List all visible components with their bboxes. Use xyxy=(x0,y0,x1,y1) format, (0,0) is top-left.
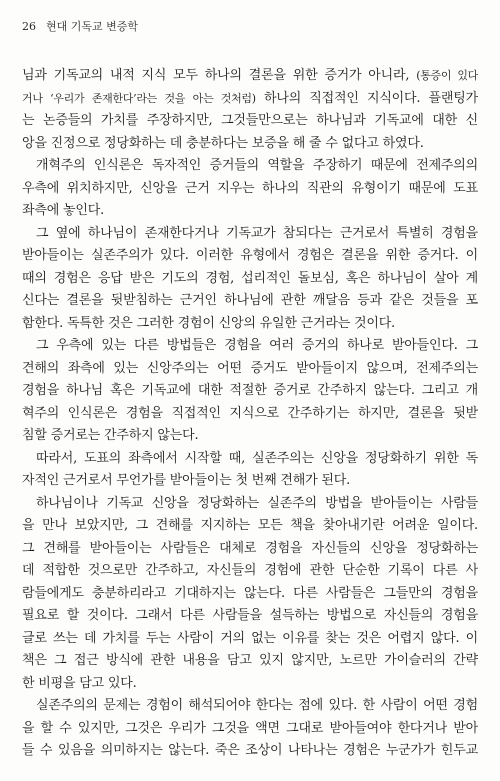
text-line: 경험을 하나님 혹은 기독교에 대한 적절한 증거로 간주하지 않는다. 그리고 개 xyxy=(22,383,478,398)
paragraph xyxy=(22,335,478,448)
paragraph xyxy=(22,155,478,223)
parenthetical-note: (통증이 있다 xyxy=(416,69,478,82)
text-line: 글로 쓰는 데 가치를 두는 사람이 거의 없는 이유를 찾는 것은 어렵지 않다. 이 xyxy=(22,630,478,646)
text-line: 들 수 있음을 의미하지는 않는다. 죽은 조상이 나타나는 경험은 누군가가 힌두교 xyxy=(22,743,478,758)
paragraph xyxy=(22,695,478,763)
text-line: 좌측에 놓인다. xyxy=(22,203,105,218)
text-line xyxy=(22,65,478,88)
text-line: 함한다. 독특한 것은 그러한 경험이 신앙의 유일한 근거라는 것이다. xyxy=(22,315,395,331)
paragraph xyxy=(22,223,478,336)
text-line: 책은 그 접근 방식에 관한 내용을 담고 있지 않지만, 노르만 가이슬러의 간략 xyxy=(22,653,478,668)
text-line: 침할 증거로는 간주하지 않는다. xyxy=(22,428,199,443)
text-line: 실존주의의 문제는 경험이 해석되어야 한다는 점에 있다. 한 사람이 어떤 경험 xyxy=(36,698,478,713)
text-line: 필요로 할 것이다. 그래서 다른 사람들을 설득하는 방법으로 자신들의 경험을 xyxy=(22,608,478,623)
page-number: 26 xyxy=(22,20,36,33)
text-line: 을 만나 보았지만, 그 견해를 지지하는 모든 책을 찾아내기란 어려운 일이다. xyxy=(22,518,478,533)
text-line: 그 우측에 있는 다른 방법들은 경험을 여러 증거의 하나로 받아들인다. 그 xyxy=(36,338,478,353)
text-line: 앙을 진정으로 정당화하는 데 충분하다는 보증을 해 줄 수 없다고 하였다. xyxy=(22,135,424,151)
text-line: 자적인 근거로서 무언가를 받아들이는 첫 번째 견해가 된다. xyxy=(22,473,351,488)
text-line: 을 할 수 있지만, 그것은 우리가 그것을 액면 그대로 받아들여야 한다거나 받아 xyxy=(22,720,478,736)
text-line: 우측에 위치하지만, 신앙을 근거 지우는 하나의 직관의 유형이기 때문에 도표 xyxy=(22,180,478,196)
text-line: 람들에게도 충분하리라고 기대하지는 않는다. 다른 사람들은 그들만의 경험을 xyxy=(22,585,478,601)
text-line: 그 옆에 하나님이 존재한다거나 기독교가 참되다는 근거로서 특별히 경험을 xyxy=(36,225,478,241)
text-segment: 님과 기독교의 내적 지식 모두 하나의 결론을 위한 증거가 아니라, xyxy=(22,68,417,83)
parenthetical-note: 거나 ‘우리가 존재한다’라는 것을 아는 것처럼) xyxy=(22,91,256,105)
text-line: 때의 경험은 응답 받은 기도의 경험, 섭리적인 돌보심, 혹은 하나님이 살아 계 xyxy=(22,270,478,286)
paragraph xyxy=(22,493,478,696)
text-line xyxy=(22,88,478,111)
paragraph xyxy=(22,65,478,155)
text-line: 는 논증들의 가치를 주장하지만, 그것들만으로는 하나님과 기독교에 대한 신 xyxy=(22,113,478,128)
text-segment: 하나의 직접적인 지식이다. 플랜팅가 xyxy=(255,90,478,106)
text-line: 개혁주의 인식론은 독자적인 증거들의 역할을 주장하기 때문에 전제주의의 xyxy=(36,158,478,173)
text-line: 받아들이는 실존주의가 있다. 이러한 유형에서 경험은 결론을 위한 증거다. 이 xyxy=(22,248,478,263)
text-line: 견해의 좌측에 있는 신앙주의는 어떤 증거도 받아들이지 않으며, 전제주의는 xyxy=(22,360,478,376)
page-header xyxy=(22,20,138,34)
text-line: 혁주의 인식론은 경험을 직접적인 지식으로 간주하기는 하지만, 결론을 뒷받 xyxy=(22,405,478,421)
paragraph xyxy=(22,448,478,493)
text-line: 한 비평을 담고 있다. xyxy=(22,675,137,691)
text-line: 데 적합한 것으로만 간주하고, 자신들의 경험에 관한 단순한 기록이 다른 사 xyxy=(22,563,478,578)
text-line: 따라서, 도표의 좌측에서 시작할 때, 실존주의는 신앙을 정당화하기 위한 독 xyxy=(36,450,478,466)
text-line: 신다는 결론을 뒷받침하는 근거인 하나님에 관한 깨달음 등과 같은 것들을 포 xyxy=(22,293,478,308)
text-line: 하나님이나 기독교 신앙을 정당화하는 실존주의 방법을 받아들이는 사람들 xyxy=(36,495,478,511)
body-text xyxy=(22,65,478,763)
text-line: 그 견해를 받아들이는 사람들은 대체로 경험을 자신들의 신앙을 정당화하는 xyxy=(22,540,478,556)
running-title: 현대 기독교 변증학 xyxy=(46,20,139,33)
